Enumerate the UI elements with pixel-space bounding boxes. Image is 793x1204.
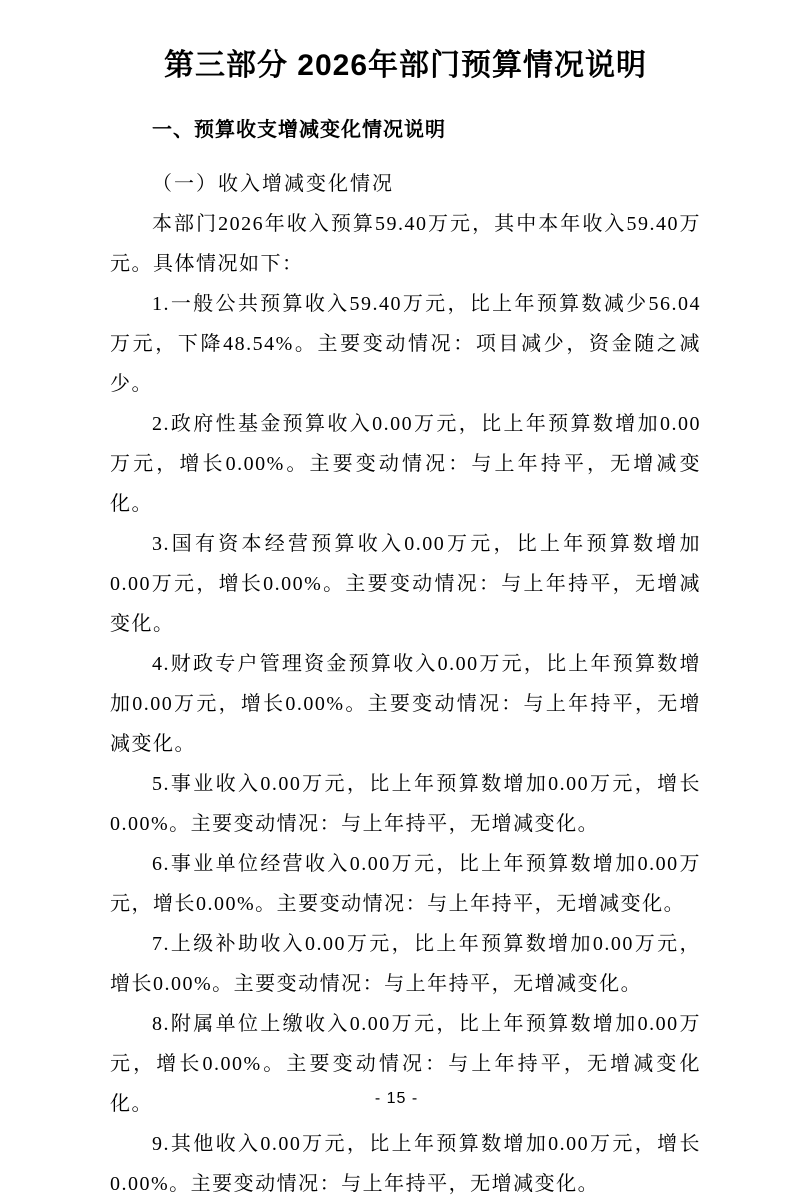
- budget-item-3: 3.国有资本经营预算收入0.00万元，比上年预算数增加0.00万元，增长0.00%。主要变动情况：与上年持平，无增减变化。: [110, 533, 701, 635]
- budget-item-5: 5.事业收入0.00万元，比上年预算数增加0.00万元，增长0.00%。主要变动情况：与上年持平，无增减变化。: [110, 773, 701, 835]
- subsection-heading: （一）收入增减变化情况: [152, 173, 394, 195]
- budget-item-9: 9.其他收入0.00万元，比上年预算数增加0.00万元，增长0.00%。主要变动情况：与上年持平，无增减变化。: [110, 1133, 701, 1195]
- budget-item-7: 7.上级补助收入0.00万元，比上年预算数增加0.00万元，增长0.00%。主要变动情况：与上年持平，无增减变化。: [110, 933, 701, 995]
- budget-item-6: 6.事业单位经营收入0.00万元，比上年预算数增加0.00万元，增长0.00%。主要变动情况：与上年持平，无增减变化。: [110, 853, 701, 915]
- section-heading: 一、预算收支增减变化情况说明: [152, 119, 446, 141]
- budget-item-8: 8.附属单位上缴收入0.00万元，比上年预算数增加0.00万元，增长0.00%。主要变动情况：与上年持平，无增减变化化。: [110, 1013, 701, 1115]
- intro-paragraph: 本部门2026年收入预算59.40万元，其中本年收入59.40万元。具体情况如下：: [110, 213, 701, 275]
- budget-item-2: 2.政府性基金预算收入0.00万元，比上年预算数增加0.00万元，增长0.00%。主要变动情况：与上年持平，无增减变化。: [110, 413, 701, 515]
- budget-item-1: 1.一般公共预算收入59.40万元，比上年预算数减少56.04万元，下降48.54%。主要变动情况：项目减少，资金随之减少。: [110, 293, 701, 395]
- page-number: - 15 -: [374, 1090, 419, 1107]
- budget-item-4: 4.财政专户管理资金预算收入0.00万元，比上年预算数增加0.00万元，增长0.00%。主要变动情况：与上年持平，无增减变化。: [110, 653, 701, 755]
- document-title: 第三部分 2026年部门预算情况说明: [163, 49, 648, 82]
